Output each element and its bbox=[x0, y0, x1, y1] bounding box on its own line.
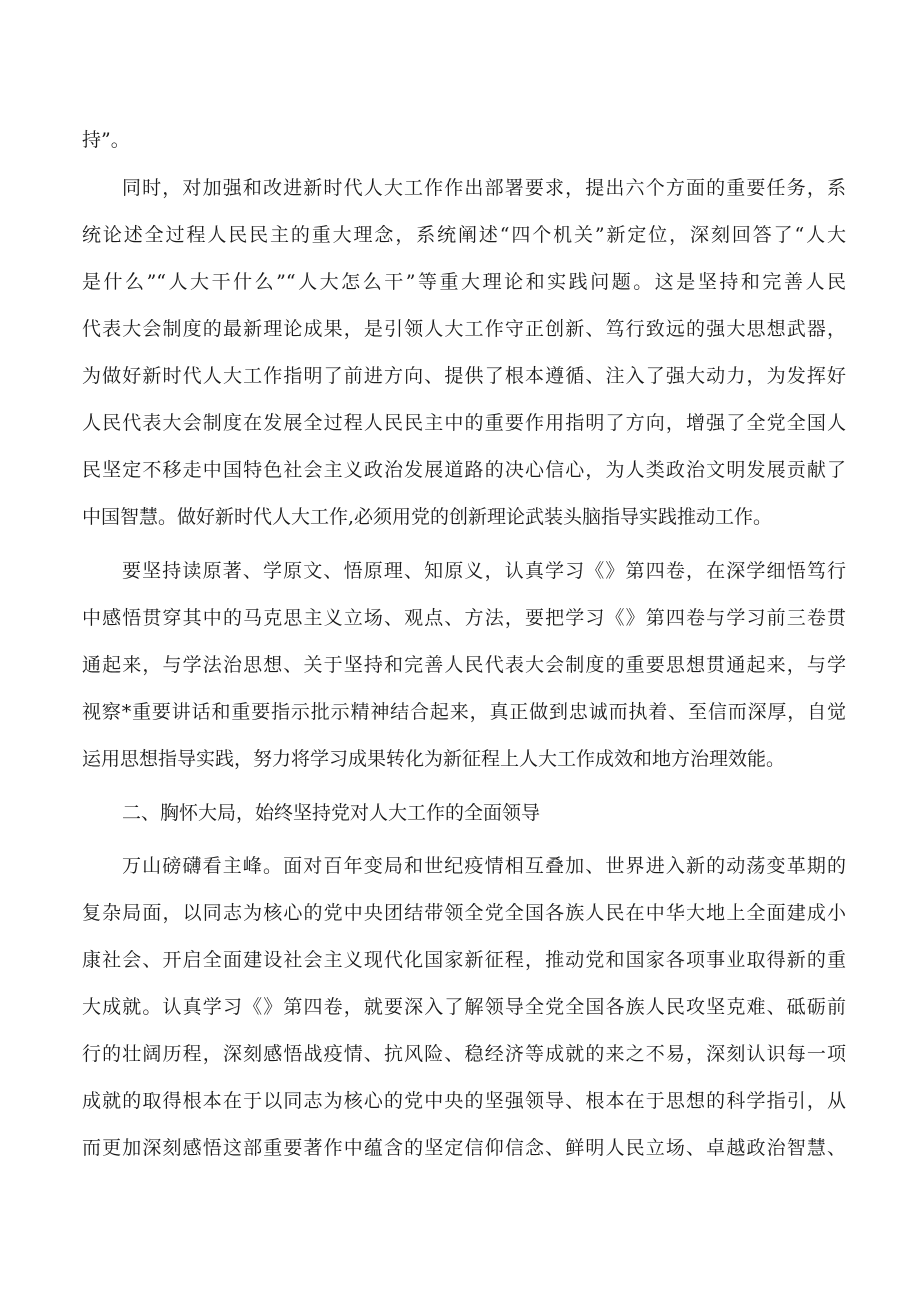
text-line: 要坚持读原著、学原文、悟原理、知原义，认真学习《》第四卷，在深学细悟笃行 bbox=[122, 560, 846, 582]
text-line: 大成就。认真学习《》第四卷，就要深入了解领导全党全国各族人民攻坚克难、砥砺前 bbox=[82, 996, 846, 1018]
text-line: 运用思想指导实践，努力将学习成果转化为新征程上人大工作成效和地方治理效能。 bbox=[82, 748, 786, 770]
text-line: 而更加深刻感悟这部重要著作中蕴含的坚定信仰信念、鲜明人民立场、卓越政治智慧、 bbox=[82, 1137, 846, 1159]
text-line: 视察*重要讲话和重要指示批示精神结合起来，真正做到忠诚而执着、至信而深厚，自觉 bbox=[82, 701, 846, 723]
text-line: 代表大会制度的最新理论成果，是引领人大工作守正创新、笃行致远的强大思想武器， bbox=[82, 318, 846, 340]
text-line: 民坚定不移走中国特色社会主义政治发展道路的决心信心，为人类政治文明发展贡献了 bbox=[82, 459, 846, 481]
text-line: 同时，对加强和改进新时代人大工作作出部署要求，提出六个方面的重要任务，系 bbox=[122, 177, 846, 199]
text-line: 统论述全过程人民民主的重大理念，系统阐述“四个机关”新定位，深刻回答了“人大 bbox=[82, 224, 846, 246]
text-line: 人民代表大会制度在发展全过程人民民主中的重要作用指明了方向，增强了全党全国人 bbox=[82, 412, 846, 434]
heading-text: 二、胸怀大局，始终坚持党对人大工作的全面领导 bbox=[122, 802, 541, 824]
text-line: 行的壮阔历程，深刻感悟战疫情、抗风险、稳经济等成就的来之不易，深刻认识每一项 bbox=[82, 1043, 846, 1065]
text-line: 复杂局面，以同志为核心的党中央团结带领全党全国各族人民在中华大地上全面建成小 bbox=[82, 902, 846, 924]
text-line: 中国智慧。做好新时代人大工作,必须用党的创新理论武装头脑指导实践推动工作。 bbox=[82, 506, 773, 528]
text-line: 成就的取得根本在于以同志为核心的党中央的坚强领导、根本在于思想的科学指引，从 bbox=[82, 1090, 846, 1112]
text-line: 康社会、开启全面建设社会主义现代化国家新征程，推动党和国家各项事业取得新的重 bbox=[82, 949, 846, 971]
text-line: 通起来，与学法治思想、关于坚持和完善人民代表大会制度的重要思想贯通起来，与学 bbox=[82, 654, 846, 676]
text-line: 是什么”“人大干什么”“人大怎么干”等重大理论和实践问题。这是坚持和完善人民 bbox=[82, 271, 846, 293]
text-line: 持”。 bbox=[82, 129, 130, 151]
text-line: 中感悟贯穿其中的马克思主义立场、观点、方法，要把学习《》第四卷与学习前三卷贯 bbox=[82, 607, 846, 629]
text-line: 为做好新时代人大工作指明了前进方向、提供了根本遵循、注入了强大动力，为发挥好 bbox=[82, 365, 846, 387]
text-line: 万山磅礴看主峰。面对百年变局和世纪疫情相互叠加、世界进入新的动荡变革期的 bbox=[122, 855, 846, 877]
